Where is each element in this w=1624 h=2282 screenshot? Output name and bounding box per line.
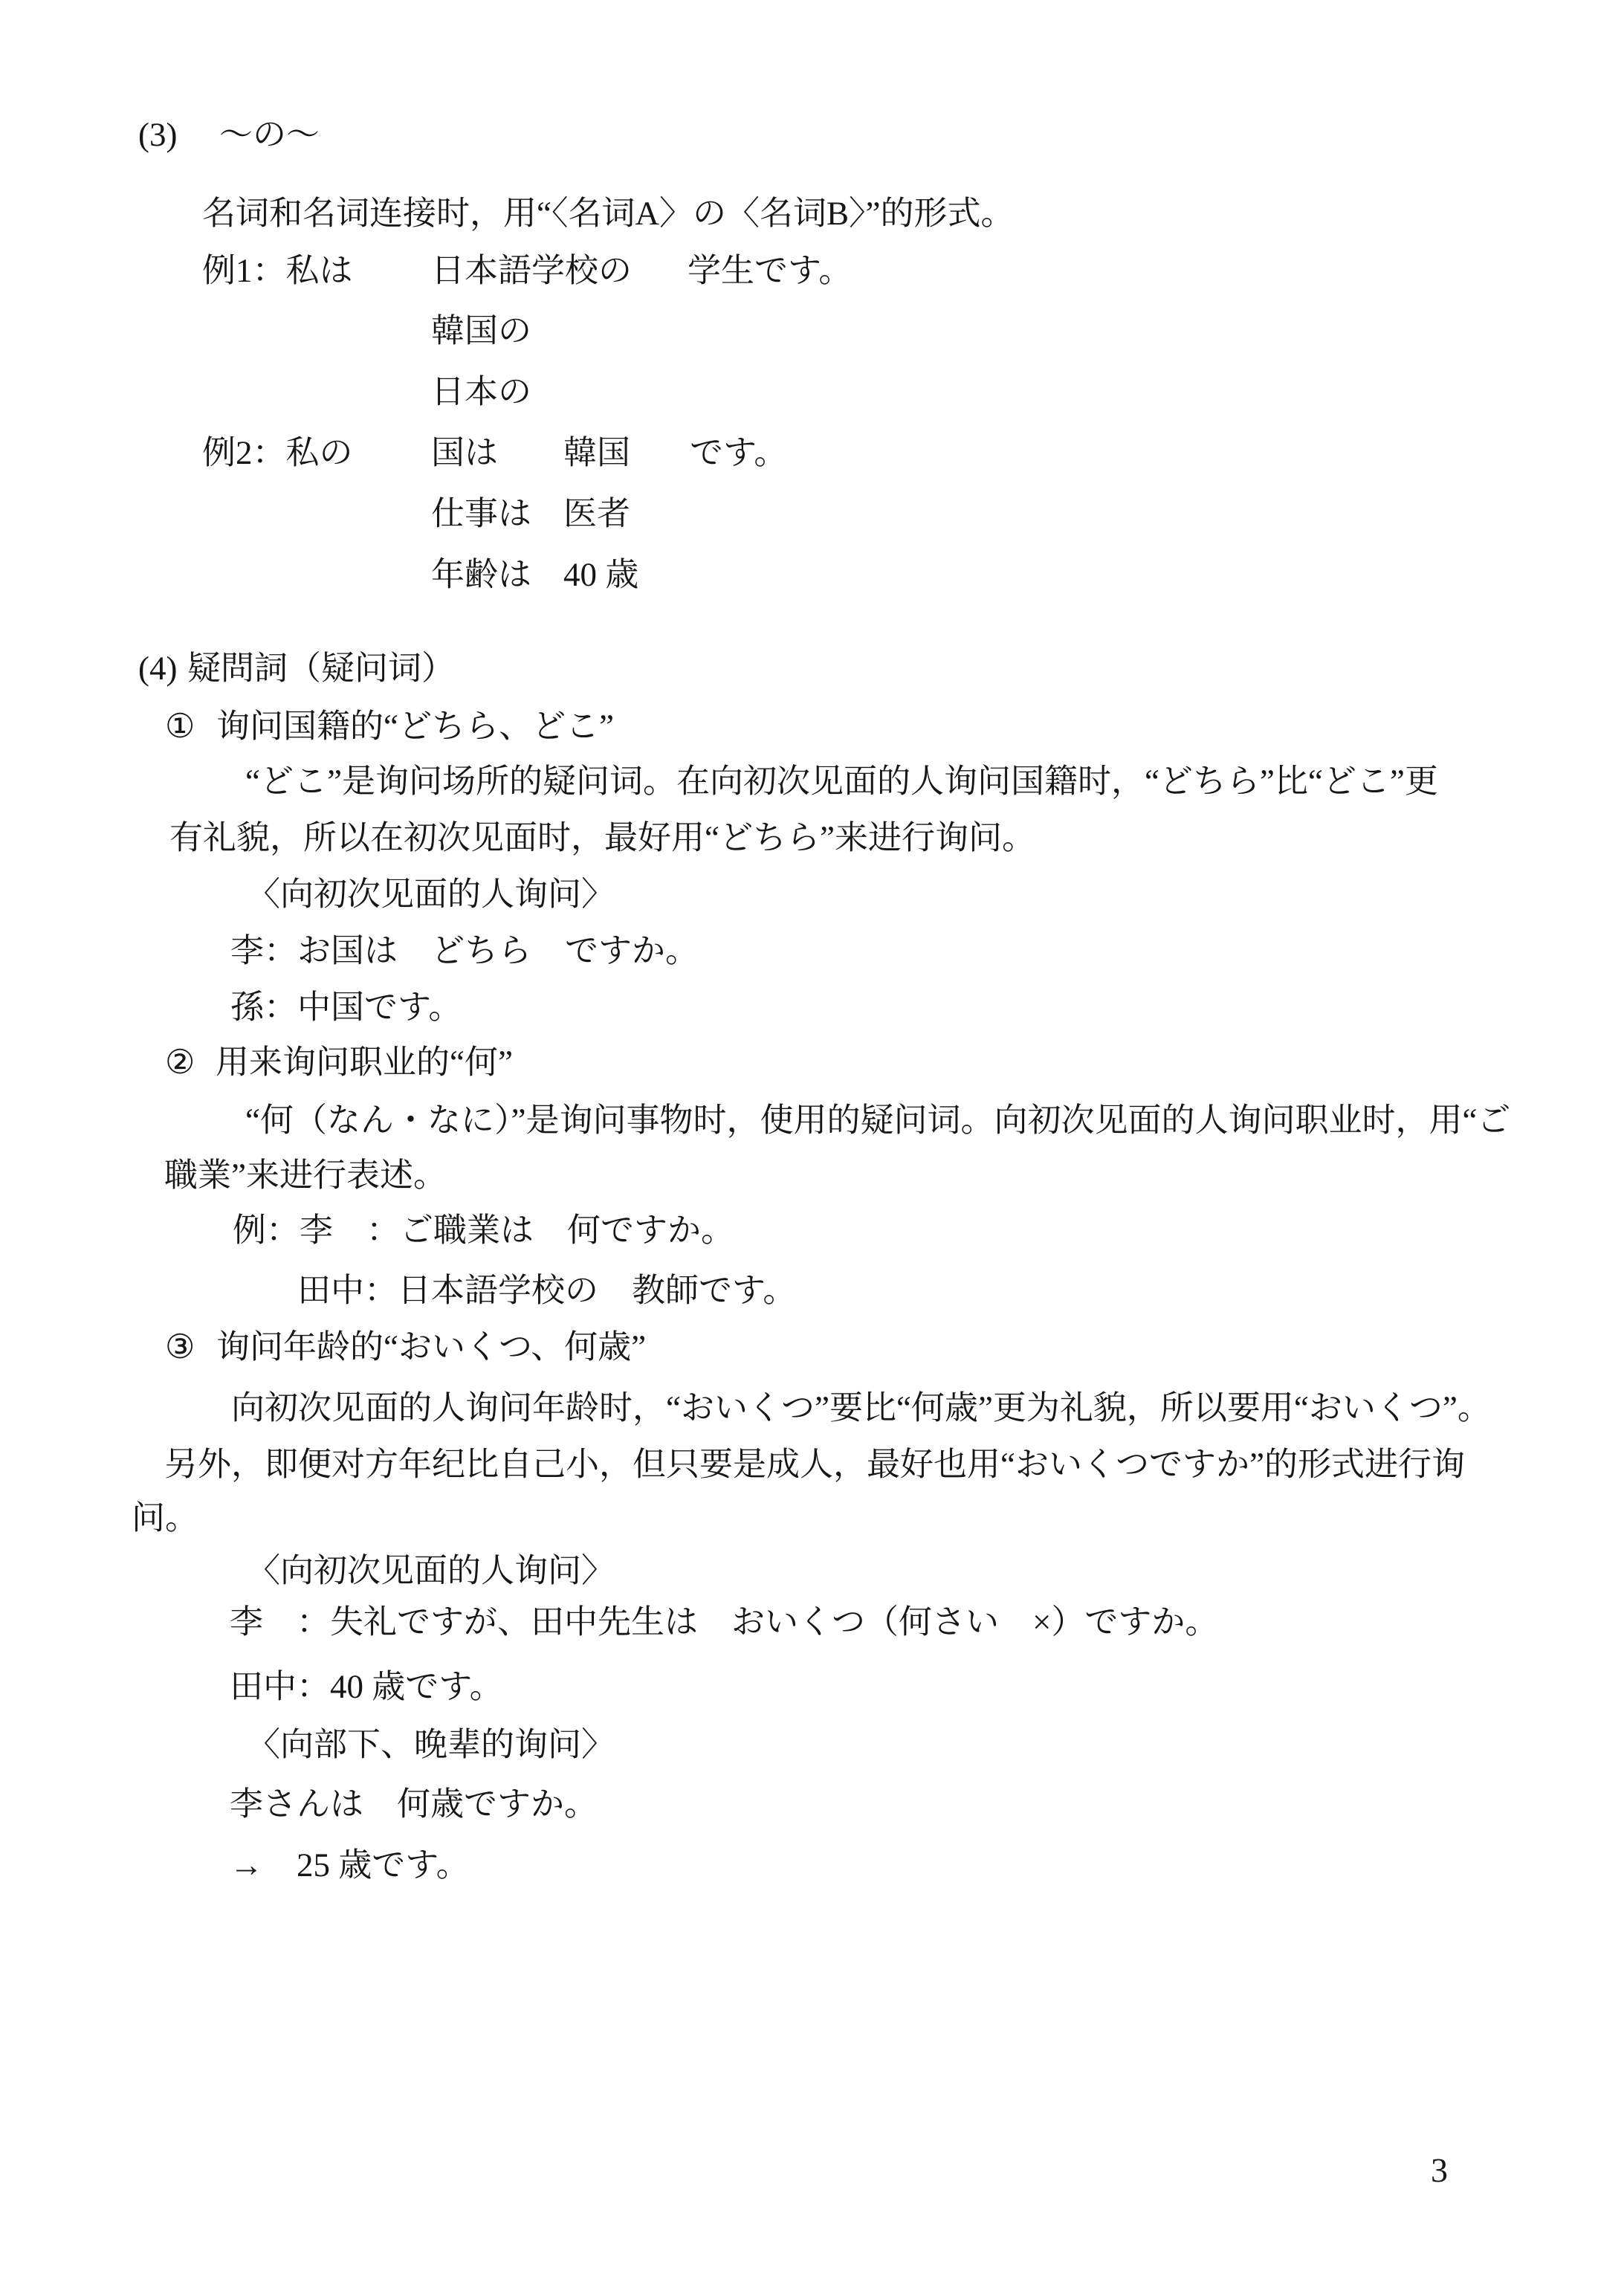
item1-para-line1: “どこ”是询问场所的疑问词。在向初次见面的人询问国籍时，“どちら”比“どこ”更 xyxy=(245,763,1438,800)
item2-para-line1: “何（なん・なに）”是询问事物时，使用的疑问词。向初次见面的人询问职业时，用“ご xyxy=(245,1102,1511,1139)
item3-dialog1-line1: 李 ：失礼ですが、田中先生は おいくつ（何さい ×）ですか。 xyxy=(230,1603,1219,1641)
item3-number: ③ xyxy=(165,1328,195,1365)
item3-dialog2-line1: 李さんは 何歳ですか。 xyxy=(230,1785,598,1823)
section4-title: 疑問詞（疑问词） xyxy=(187,650,456,687)
item2-number: ② xyxy=(165,1044,195,1081)
example2-topic: 国は xyxy=(431,434,499,471)
item3-dialog2-heading: 〈向部下、晚辈的询问〉 xyxy=(247,1726,615,1763)
page-number: 3 xyxy=(1431,2151,1448,2189)
item3-dialog2-line2: → 25 歳です。 xyxy=(230,1846,470,1884)
section3-number: (3) xyxy=(138,116,178,153)
example2-alt2-topic: 年齢は xyxy=(431,556,532,593)
item3-dialog1-heading: 〈向初次见面的人询问〉 xyxy=(247,1552,615,1589)
item3-para-line1: 向初次见面的人询问年龄时，“おいくつ”要比“何歳”更为礼貌，所以要用“おいくつ”。 xyxy=(231,1389,1491,1426)
item3-para-line2: 另外，即便对方年纪比自己小，但只要是成人，最好也用“おいくつですか”的形式进行询 xyxy=(164,1446,1465,1483)
example2-alt1-value: 医者 xyxy=(563,495,631,532)
item3-para-line3: 问。 xyxy=(132,1499,199,1536)
item1-dialog-heading: 〈向初次见面的人询问〉 xyxy=(247,876,615,913)
example1-predicate: 学生です。 xyxy=(688,252,853,289)
example1-alt2: 日本の xyxy=(431,373,532,410)
example2-alt2-value: 40 歳 xyxy=(563,556,639,593)
example1-label: 例1：私は xyxy=(202,252,353,289)
example2-value: 韓国 xyxy=(563,434,631,471)
section3-intro: 名词和名词连接时，用“〈名词A〉の〈名词B〉”的形式。 xyxy=(202,195,1015,232)
section4-number: (4) xyxy=(138,650,178,687)
example1-alt1: 韓国の xyxy=(431,312,532,349)
item2-dialog-line2: 田中：日本語学校の 教師です。 xyxy=(297,1272,797,1309)
item3-dialog1-line2: 田中：40 歳です。 xyxy=(230,1668,503,1705)
item1-dialog-line1: 李：お国は どちら ですか。 xyxy=(230,932,699,969)
item1-para-line2: 有礼貌，所以在初次见面时，最好用“どちら”来进行询问。 xyxy=(169,819,1035,856)
item2-dialog-line1: 例：李 ：ご職業は 何ですか。 xyxy=(233,1212,735,1249)
item1-number: ① xyxy=(165,708,195,745)
item2-para-line2: 職業”来进行表述。 xyxy=(164,1157,447,1194)
example2-copula: です。 xyxy=(690,434,788,471)
item1-dialog-line2: 孫：中国です。 xyxy=(230,989,462,1026)
example2-label: 例2：私の xyxy=(202,434,353,471)
item1-title: 询问国籍的“どちら、どこ” xyxy=(216,708,614,745)
example1-noun-a: 日本語学校の xyxy=(431,252,633,289)
example2-alt1-topic: 仕事は xyxy=(431,495,532,532)
item2-title: 用来询问职业的“何” xyxy=(216,1044,513,1081)
section3-title: ～の～ xyxy=(219,116,320,153)
item3-title: 询问年龄的“おいくつ、何歳” xyxy=(216,1328,647,1365)
